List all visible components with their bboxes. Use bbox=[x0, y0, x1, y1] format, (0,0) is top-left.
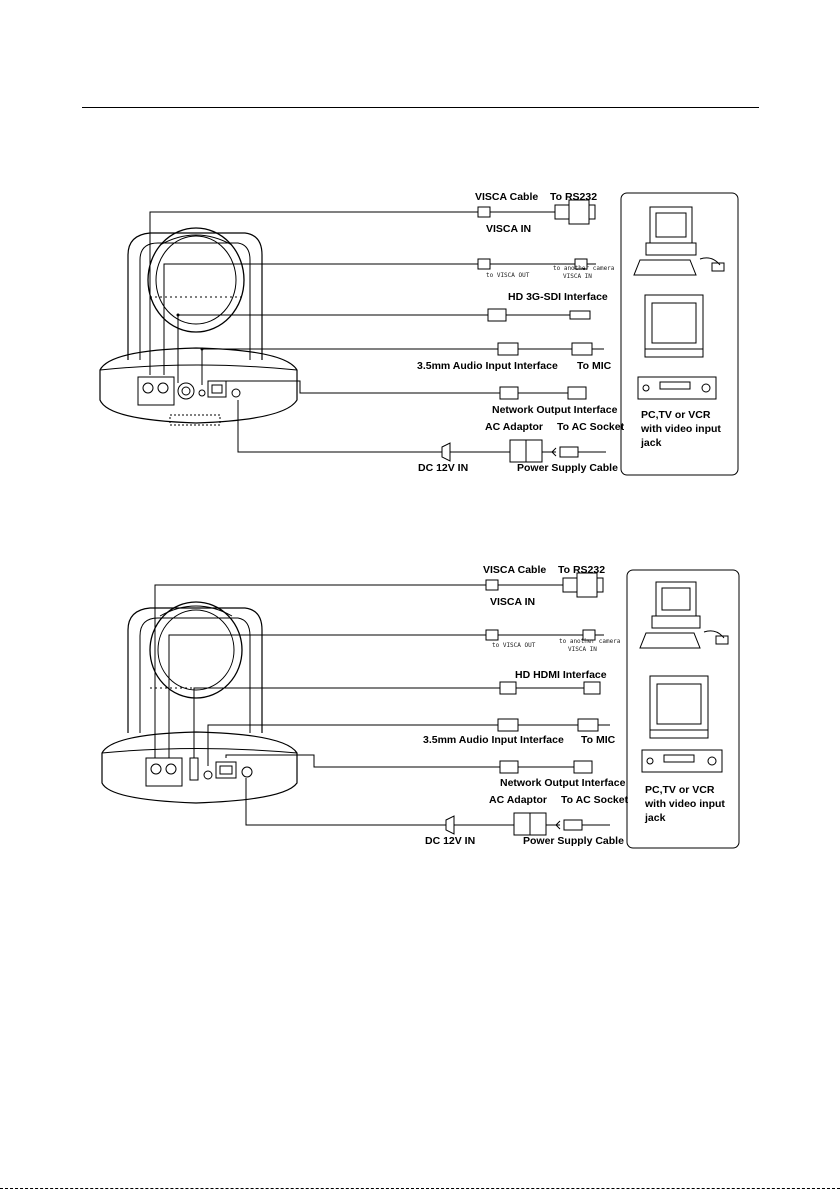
video-interface-label: HD HDMI Interface bbox=[515, 669, 607, 681]
visca-in-small-label: VISCA IN bbox=[568, 646, 597, 653]
header-rule bbox=[82, 107, 759, 108]
to-visca-out-label: to VISCA OUT bbox=[492, 642, 536, 649]
dc-12v-in-label: DC 12V IN bbox=[418, 462, 469, 474]
network-output-label: Network Output Interface bbox=[500, 777, 626, 789]
to-another-camera-label: to another camera bbox=[553, 265, 615, 272]
video-interface-label: HD 3G-SDI Interface bbox=[508, 291, 608, 303]
connection-diagram-hdmi bbox=[0, 558, 840, 878]
visca-in-small-label: VISCA IN bbox=[563, 273, 592, 280]
diagram-graphics bbox=[0, 185, 840, 505]
power-supply-cable-label: Power Supply Cable bbox=[523, 835, 624, 847]
footer-rule bbox=[0, 1188, 840, 1190]
network-output-label: Network Output Interface bbox=[492, 404, 618, 416]
power-supply-cable-label: Power Supply Cable bbox=[517, 462, 618, 474]
visca-in-label: VISCA IN bbox=[486, 223, 532, 235]
connection-diagram-sdi bbox=[0, 185, 840, 505]
to-ac-socket-label: To AC Socket bbox=[557, 421, 625, 433]
to-another-camera-label: to another camera bbox=[559, 638, 621, 645]
ac-adaptor-label: AC Adaptor bbox=[489, 794, 547, 806]
to-ac-socket-label: To AC Socket bbox=[561, 794, 629, 806]
visca-cable-label: VISCA Cable bbox=[475, 191, 539, 203]
to-rs232-label: To RS232 bbox=[558, 564, 606, 576]
output-devices-label: PC,TV or VCR with video input jack bbox=[641, 409, 721, 449]
output-devices-label: PC,TV or VCR with video input jack bbox=[645, 784, 725, 824]
camera-illustration bbox=[100, 228, 297, 425]
diagram-graphics bbox=[0, 558, 840, 878]
visca-cable-label: VISCA Cable bbox=[483, 564, 547, 576]
audio-input-label: 3.5mm Audio Input Interface bbox=[417, 360, 558, 372]
to-visca-out-label: to VISCA OUT bbox=[486, 272, 530, 279]
ac-adaptor-label: AC Adaptor bbox=[485, 421, 543, 433]
to-rs232-label: To RS232 bbox=[550, 191, 598, 203]
dc-12v-in-label: DC 12V IN bbox=[425, 835, 476, 847]
visca-in-label: VISCA IN bbox=[490, 596, 536, 608]
camera-illustration bbox=[102, 602, 297, 803]
audio-input-label: 3.5mm Audio Input Interface bbox=[423, 734, 564, 746]
to-mic-label: To MIC bbox=[577, 360, 612, 372]
to-mic-label: To MIC bbox=[581, 734, 616, 746]
